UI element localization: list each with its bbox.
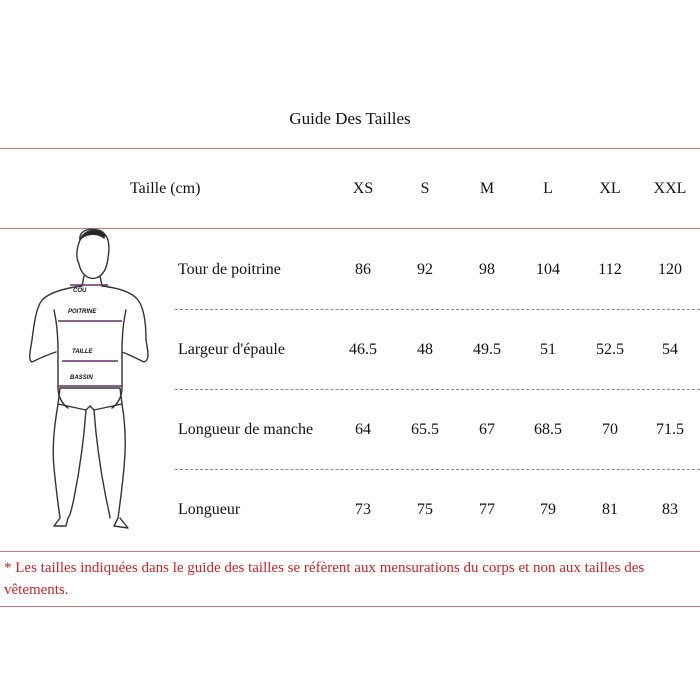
measurement-value: 75 [417, 501, 433, 518]
measurement-value: 73 [355, 501, 371, 518]
figure-label-poitrine: POITRINE [68, 309, 97, 315]
measurement-value: 71.5 [656, 421, 684, 438]
measurement-value: 65.5 [411, 421, 439, 438]
size-header-label: Taille (cm) [130, 180, 201, 197]
row-divider [175, 389, 700, 390]
measurement-value: 81 [602, 501, 618, 518]
body-measurement-figure [10, 228, 160, 538]
measurement-value: 49.5 [473, 341, 501, 358]
size-header-cell: XXL [653, 180, 687, 197]
measurement-value: 67 [479, 421, 495, 438]
size-note: * Les tailles indiquées dans le guide des tailles se réfèrent aux mensurations du corps et non aux tailles des vêtements. [4, 560, 645, 598]
note-bottom-rule [0, 606, 700, 607]
size-header-cell: L [543, 180, 553, 197]
measurement-value: 52.5 [596, 341, 624, 358]
measurement-value: 77 [479, 501, 495, 518]
measurement-label: Tour de poitrine [178, 261, 281, 278]
figure-label-taille: TAILLE [72, 349, 93, 355]
measurement-value: 92 [417, 261, 433, 278]
row-divider [175, 469, 700, 470]
measurement-value: 68.5 [534, 421, 562, 438]
measurement-value: 112 [598, 261, 622, 278]
measurement-value: 70 [602, 421, 618, 438]
measurement-value: 54 [662, 341, 678, 358]
measurement-label: Longueur de manche [178, 421, 314, 438]
size-header-cell: S [420, 180, 430, 197]
size-header-cell: XS [352, 180, 374, 197]
measurement-label: Longueur [178, 501, 241, 518]
figure-label-bassin: BASSIN [70, 375, 93, 381]
figure-label-cou: COU [73, 288, 87, 294]
measurement-value: 64 [355, 421, 371, 438]
measurement-value: 86 [355, 261, 371, 278]
measurement-value: 48 [417, 341, 433, 358]
measurement-value: 46.5 [349, 341, 377, 358]
measurement-value: 98 [479, 261, 495, 278]
measurement-value: 79 [540, 501, 556, 518]
top-rule [0, 148, 700, 149]
size-header-cell: M [479, 180, 495, 197]
measurement-value: 104 [536, 261, 560, 278]
measurement-value: 83 [662, 501, 678, 518]
measurement-value: 51 [540, 341, 556, 358]
measurement-value: 120 [658, 261, 682, 278]
row-divider [175, 309, 700, 310]
size-header-cell: XL [599, 180, 621, 197]
note-top-rule [0, 551, 700, 552]
page-title: Guide Des Tailles [289, 109, 411, 128]
measurement-label: Largeur d'épaule [178, 341, 285, 358]
